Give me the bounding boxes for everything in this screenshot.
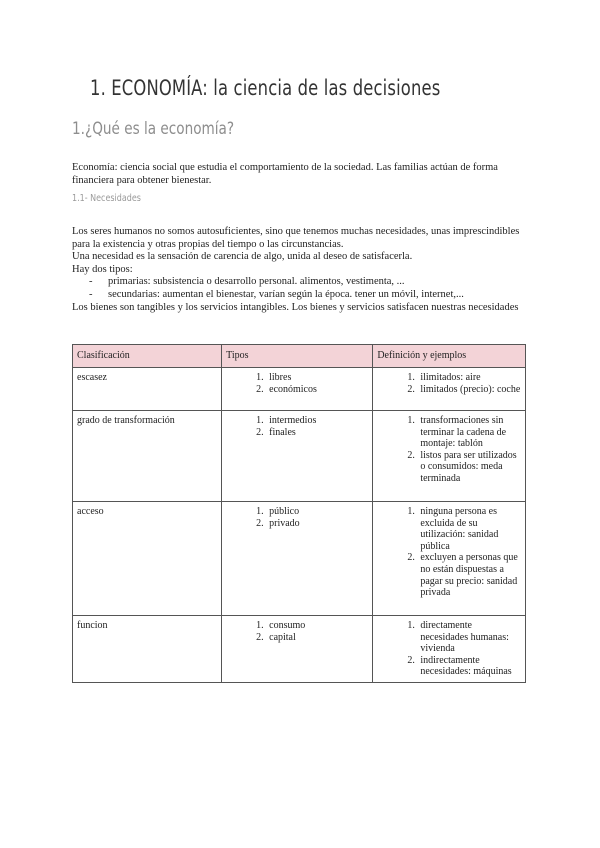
header-tipos: Tipos: [222, 345, 373, 368]
intro-line-4: Los bienes son tangibles y los servicios intangibles. Los bienes y servicios satisfacen nuestras necesidades: [72, 301, 519, 313]
cell-definicion: 1. ilimitados: aire 2. limitados (precio): coche: [373, 368, 526, 411]
intro-line-1: Los seres humanos no somos autosuficientes, sino que tenemos muchas necesidades, unas imprescindibles para la existencia y otras propias del tiempo o las circunstancias.: [72, 226, 520, 250]
needs-paragraph: [72, 226, 534, 314]
section-heading: 1.¿Qué es la economía?: [72, 119, 235, 139]
intro-line-3: Hay dos tipos:: [72, 263, 133, 275]
cell-clasificacion: acceso: [73, 502, 222, 616]
cell-tipos: 1. libres 2. económicos: [222, 368, 373, 411]
list-item: - secundarias: aumentan el bienestar, varían según la época. tener un móvil, internet,...: [89, 288, 464, 300]
cell-tipos: 1. consumo 2. capital: [222, 616, 373, 683]
table-row: [73, 368, 526, 411]
intro-line-2: Una necesidad es la sensación de carencia de algo, unida al deseo de satisfacerla.: [72, 251, 413, 263]
classification-table: [72, 344, 526, 683]
header-definicion: Definición y ejemplos: [373, 345, 526, 368]
cell-definicion: 1. transformaciones sin terminar la cadena de montaje: tablón 2. listos para ser utilizados o consumidos: meda terminada: [373, 411, 526, 502]
needs-types-list: [72, 276, 534, 301]
cell-definicion: 1. ninguna persona es excluida de su utilización: sanidad pública 2. excluyen a personas que no están dispuestas a pagar su precio: sanidad privada: [373, 502, 526, 616]
page-title: 1. ECONOMÍA: la ciencia de las decisiones: [90, 76, 441, 100]
cell-tipos: 1. intermedios 2. finales: [222, 411, 373, 502]
cell-clasificacion: grado de transformación: [73, 411, 222, 502]
table-row: [73, 616, 526, 683]
cell-tipos: 1. público 2. privado: [222, 502, 373, 616]
subsection-heading: 1.1- Necesidades: [72, 193, 141, 204]
definition-paragraph: Economía: ciencia social que estudia el comportamiento de la sociedad. Las familias actúan de forma financiera para obtener bienestar.: [72, 162, 498, 186]
cell-clasificacion: funcion: [73, 616, 222, 683]
table-header-row: [73, 345, 526, 368]
cell-clasificacion: escasez: [73, 368, 222, 411]
header-clasificacion: Clasificación: [73, 345, 222, 368]
table-row: [73, 411, 526, 502]
list-item: - primarias: subsistencia o desarrollo personal. alimentos, vestimenta, ...: [89, 276, 405, 288]
cell-definicion: 1. directamente necesidades humanas: vivienda 2. indirectamente necesidades: máquinas: [373, 616, 526, 683]
table-row: [73, 502, 526, 616]
